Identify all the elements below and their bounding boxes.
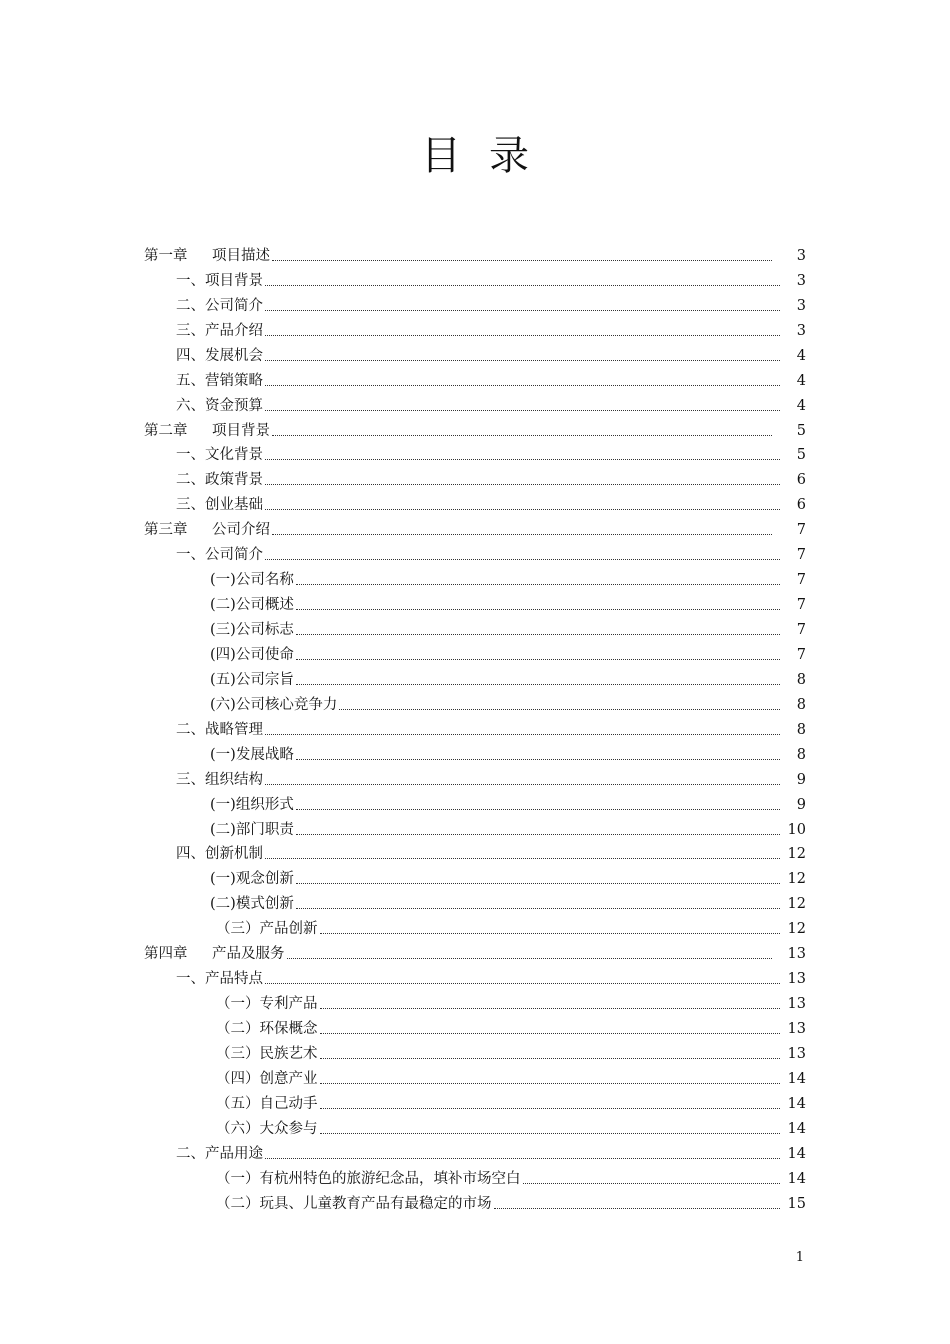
toc-entry[interactable] [144, 540, 806, 565]
toc-dot-leader [296, 834, 780, 835]
toc-page-number: 6 [796, 497, 806, 514]
toc-dot-leader [265, 385, 780, 386]
toc-entry[interactable] [144, 889, 806, 914]
toc-dot-leader [265, 484, 780, 485]
toc-entry-label: （一）有杭州特色的旅游纪念品，填补市场空白 [216, 1170, 521, 1187]
toc-dot-leader [287, 958, 773, 959]
toc-dot-leader [265, 335, 780, 336]
toc-entry-label: (三)公司标志 [210, 622, 294, 638]
toc-entry[interactable] [144, 864, 806, 889]
toc-entry-label: （五）自己动手 [216, 1095, 318, 1112]
toc-dot-leader [320, 1083, 781, 1084]
toc-entry-label: 一、产品特点 [176, 971, 263, 988]
toc-dot-leader [296, 809, 780, 810]
toc-page-number: 13 [787, 1021, 806, 1037]
toc-entry-label: （六）大众参与 [216, 1120, 318, 1137]
toc-dot-leader [296, 908, 780, 909]
toc-dot-leader [296, 634, 780, 635]
toc-entry[interactable] [144, 590, 806, 615]
toc-chapter-number: 第二章 [144, 422, 188, 439]
toc-entry[interactable] [144, 1039, 806, 1064]
toc-entry-label: (四)公司使命 [210, 646, 294, 663]
toc-entry[interactable] [144, 665, 806, 690]
toc-entry-label: （三）产品创新 [216, 921, 318, 938]
toc-dot-leader [265, 285, 780, 286]
toc-dot-leader [494, 1208, 781, 1209]
toc-entry-label: 四、创新机制 [176, 846, 263, 863]
toc-entry[interactable] [144, 690, 806, 715]
toc-entry-label [144, 520, 270, 540]
toc-page-number: 10 [787, 821, 806, 838]
toc-entry-label: 一、项目背景 [176, 272, 263, 289]
toc-page-number: 14 [787, 1070, 806, 1087]
toc-page-number: 7 [796, 522, 806, 539]
toc-dot-leader [320, 1058, 781, 1059]
toc-chapter-number: 第三章 [144, 522, 188, 539]
toc-entry-label: (一)发展战略 [210, 746, 294, 763]
toc-entry[interactable] [144, 840, 806, 865]
toc-page-number: 8 [796, 746, 806, 763]
toc-chapter-number: 第四章 [144, 946, 188, 963]
toc-entry[interactable] [144, 939, 806, 964]
toc-page-number: 13 [787, 971, 806, 988]
toc-dot-leader [265, 410, 780, 411]
toc-entry[interactable] [144, 1089, 806, 1114]
toc-page-number: 12 [787, 921, 806, 938]
toc-entry-label: 三、创业基础 [176, 497, 263, 514]
toc-page-number: 3 [796, 322, 806, 339]
toc-entry[interactable] [144, 1164, 806, 1189]
toc-page-number: 8 [796, 671, 806, 688]
toc-entry-label: (一)组织形式 [210, 796, 294, 813]
toc-dot-leader [265, 983, 780, 984]
toc-dot-leader [265, 360, 780, 361]
toc-entry-label [144, 944, 285, 964]
toc-dot-leader [320, 1108, 781, 1109]
toc-dot-leader [296, 584, 780, 585]
toc-entry[interactable] [144, 715, 806, 740]
toc-page-number: 12 [787, 846, 806, 863]
toc-entry[interactable] [144, 565, 806, 590]
toc-entry[interactable] [144, 266, 806, 291]
toc-dot-leader [265, 858, 780, 859]
toc-entry[interactable] [144, 490, 806, 515]
toc-entry[interactable] [144, 1114, 806, 1139]
toc-entry-label: (六)公司核心竞争力 [210, 696, 338, 713]
toc-entry-label: (一)观念创新 [210, 871, 294, 888]
toc-entry[interactable] [144, 291, 806, 316]
toc-page-number: 15 [787, 1195, 806, 1212]
toc-entry[interactable] [144, 1139, 806, 1164]
toc-page-number: 14 [787, 1095, 806, 1112]
toc-chapter-title: 项目描述 [212, 247, 270, 264]
toc-entry[interactable] [144, 989, 806, 1014]
toc-dot-leader [296, 659, 780, 660]
toc-entry-label: (一)公司名称 [210, 572, 294, 589]
toc-page-number: 14 [787, 1120, 806, 1137]
toc-entry-label: 五、营销策略 [176, 372, 263, 389]
toc-dot-leader [265, 734, 780, 735]
toc-page-number: 7 [796, 547, 806, 564]
toc-page-number: 3 [796, 297, 806, 314]
toc-dot-leader [296, 684, 780, 685]
toc-dot-leader [272, 260, 772, 261]
toc-entry[interactable] [144, 790, 806, 815]
toc-page-number: 8 [796, 696, 806, 713]
toc-entry-label: （四）创意产业 [216, 1070, 318, 1087]
toc-dot-leader [265, 1158, 780, 1159]
toc-dot-leader [320, 1133, 781, 1134]
page-title: 目录 [421, 133, 557, 179]
toc-dot-leader [320, 933, 781, 934]
toc-dot-leader [265, 559, 780, 560]
toc-entry[interactable] [144, 515, 806, 540]
toc-entry-label: (二)部门职责 [210, 821, 294, 838]
toc-entry[interactable] [144, 366, 806, 391]
toc-entry-label: （一）专利产品 [216, 996, 318, 1013]
toc-entry[interactable] [144, 1064, 806, 1089]
toc-entry[interactable] [144, 740, 806, 765]
toc-dot-leader [339, 709, 780, 710]
toc-page-number: 12 [787, 896, 806, 913]
toc-dot-leader [296, 883, 780, 884]
toc-chapter-title: 公司介绍 [212, 522, 270, 539]
toc-entry[interactable] [144, 416, 806, 441]
toc-entry-label: 二、战略管理 [176, 721, 263, 738]
toc-entry[interactable] [144, 765, 806, 790]
toc-dot-leader [320, 1033, 781, 1034]
toc-entry[interactable] [144, 341, 806, 366]
toc-dot-leader [272, 534, 772, 535]
toc-entry-label: 一、公司简介 [176, 547, 263, 564]
toc-page-number: 9 [796, 796, 806, 813]
toc-entry-label [144, 246, 270, 266]
toc-entry[interactable] [144, 615, 806, 640]
toc-entry-label: 一、文化背景 [176, 447, 263, 464]
toc-entry[interactable] [144, 640, 806, 665]
toc-entry[interactable] [144, 391, 806, 416]
toc-entry[interactable] [144, 241, 806, 266]
toc-page-number: 14 [787, 1145, 806, 1162]
toc-page-number: 7 [796, 646, 806, 663]
page-number: 1 [795, 1250, 804, 1265]
toc-page-number: 7 [796, 597, 806, 614]
toc-entry-label: 三、产品介绍 [176, 322, 263, 339]
toc-entry[interactable] [144, 964, 806, 989]
toc-chapter-number: 第一章 [144, 247, 188, 264]
toc-entry[interactable] [144, 914, 806, 939]
toc-page-number: 4 [796, 397, 806, 414]
toc-page-number: 7 [796, 622, 806, 638]
toc-page-number: 3 [796, 247, 806, 264]
toc-entry-label: (二)模式创新 [210, 896, 294, 913]
toc-page-number: 3 [796, 272, 806, 289]
toc-entry[interactable] [144, 316, 806, 341]
toc-page-number: 6 [796, 472, 806, 489]
toc-page-number: 7 [796, 572, 806, 589]
toc-entry-label: （三）民族艺术 [216, 1045, 318, 1062]
toc-page-number: 5 [796, 422, 806, 439]
toc-dot-leader [296, 759, 780, 760]
toc-entry-label: 二、产品用途 [176, 1145, 263, 1162]
toc-dot-leader [265, 459, 780, 460]
toc-dot-leader [523, 1183, 781, 1184]
toc-page-number: 9 [796, 771, 806, 788]
toc-page-number: 14 [787, 1170, 806, 1187]
toc-entry[interactable] [144, 815, 806, 840]
toc-entry-label: 六、资金预算 [176, 397, 263, 414]
toc-page-number: 13 [787, 996, 806, 1013]
toc-page-number: 13 [787, 1045, 806, 1062]
toc-chapter-title: 项目背景 [212, 422, 270, 439]
toc-dot-leader [296, 609, 780, 610]
toc-page-number: 12 [787, 871, 806, 888]
toc-entry-label: 三、组织结构 [176, 771, 263, 788]
toc-chapter-title: 产品及服务 [212, 946, 285, 963]
toc-entry-label: 二、公司简介 [176, 297, 263, 314]
toc-entry[interactable] [144, 465, 806, 490]
toc-page-number: 4 [796, 372, 806, 389]
toc-entry[interactable] [144, 1189, 806, 1214]
toc-entry-label: 二、政策背景 [176, 472, 263, 489]
toc-page-number: 5 [796, 447, 806, 464]
toc-entry[interactable] [144, 441, 806, 466]
toc-page-number: 13 [787, 946, 806, 963]
toc-page-number: 4 [796, 347, 806, 364]
toc-entry[interactable] [144, 1014, 806, 1039]
toc-dot-leader [265, 784, 780, 785]
toc-page-number: 8 [796, 721, 806, 738]
toc-dot-leader [265, 310, 780, 311]
toc-entry-label: (二)公司概述 [210, 597, 294, 614]
toc-entry-label: (五)公司宗旨 [210, 671, 294, 688]
toc-dot-leader [265, 509, 780, 510]
toc-entry-label: （二）玩具、儿童教育产品有最稳定的市场 [216, 1195, 492, 1212]
toc-entry-label: 四、发展机会 [176, 347, 263, 364]
toc-dot-leader [320, 1008, 781, 1009]
toc-entry-label: （二）环保概念 [216, 1021, 318, 1037]
toc-entry-label [144, 421, 270, 441]
toc-dot-leader [272, 435, 772, 436]
table-of-contents [144, 241, 806, 1214]
